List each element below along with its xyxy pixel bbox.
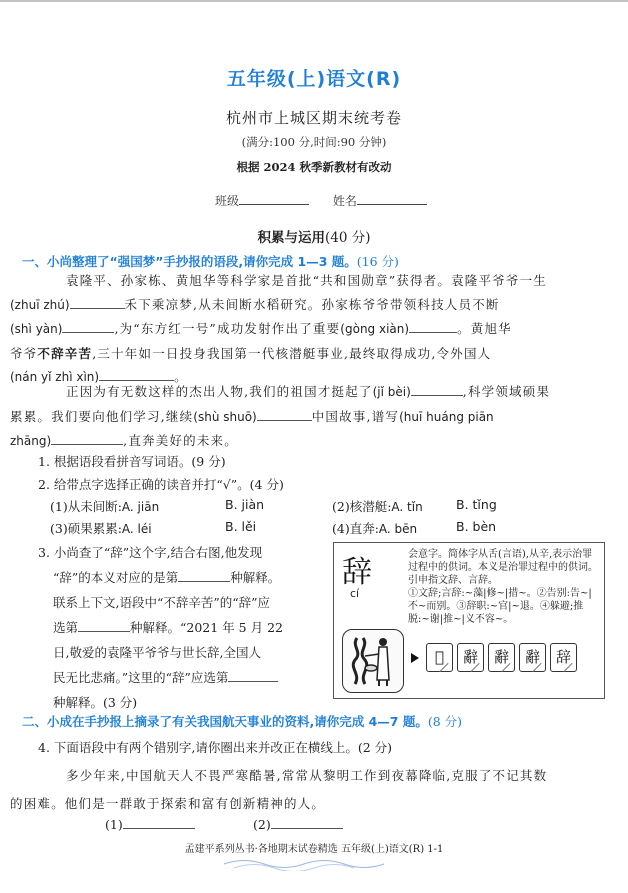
p1-end: 。 xyxy=(174,369,188,384)
q3-body xyxy=(38,565,330,715)
dictionary-origin: 会意字。简体字从舌(言语),从辛,表示治罪过程中的供词。本义是治罪过程中的供词。引申指文辞、言辞。 xyxy=(408,549,598,586)
part1-points: (16 分) xyxy=(356,254,399,269)
part2-points: (8 分) xyxy=(427,714,463,729)
script-evolution-2: 辭 xyxy=(457,643,484,672)
p2-dotted-word: 累累 xyxy=(10,408,38,424)
ancient-illustration-image xyxy=(342,629,404,693)
wave-watermark-icon xyxy=(214,857,414,871)
option-label: (4)直奔: xyxy=(332,521,379,536)
script-evolution-3: 辭 xyxy=(488,643,515,672)
pinyin-5: (jǐ bèi) xyxy=(372,385,411,399)
pinyin-4: (nán yǐ zhì xìn) xyxy=(10,370,100,384)
option-a[interactable]: A. tǐn xyxy=(391,500,423,514)
part1-heading-text: 一、小尚整理了“强国梦”手抄报的语段,请你完成 1—3 题。 xyxy=(22,254,357,269)
pinyin-7b: zhāng) xyxy=(10,434,52,448)
answer-blank-7[interactable] xyxy=(51,431,123,445)
answer-1-blank[interactable] xyxy=(123,815,195,829)
q3-line-4b: 种解释。“2021 年 5 月 22 xyxy=(130,620,283,635)
q3-line-1: 3. 小尚查了“辞”这个字,结合右图,他发现 xyxy=(38,545,263,560)
passage-paragraph-2 xyxy=(10,380,610,454)
q3-blank-1[interactable] xyxy=(178,568,230,582)
q2-option-2-b[interactable]: B. tǐng xyxy=(456,497,497,512)
p1-text-a: 袁隆平、孙家栋、黄旭华等科学家是首批“共和国勋章”获得者。袁隆平爷爷一生 xyxy=(66,273,547,288)
script-evolution-4: 辭 xyxy=(519,643,546,672)
exam-meta: (满分:100 分,时间:90 分钟) xyxy=(241,135,387,149)
answer-2-blank[interactable] xyxy=(271,815,343,829)
option-a[interactable]: A. jiān xyxy=(121,500,160,514)
part2-passage xyxy=(10,762,610,818)
passage-paragraph-1 xyxy=(10,269,610,390)
answer-2 xyxy=(253,815,343,832)
question-1: 1. 根据语段看拼音写词语。(9 分) xyxy=(38,454,226,469)
p2-text-a: 正因为有无数这样的杰出人物,我们的祖国才挺起了 xyxy=(66,384,373,399)
pinyin-1: (zhuī zhú) xyxy=(10,297,70,312)
part2-passage-b: 的困难。他们是一群敢于探索和富有创新精神的人。 xyxy=(10,796,326,811)
answer-blank-4[interactable] xyxy=(99,367,174,381)
exam-subtitle: 杭州市上城区期末统考卷 xyxy=(225,109,402,127)
part2-heading xyxy=(22,712,462,730)
option-a[interactable]: A. bēn xyxy=(378,522,418,536)
trial-scene-icon xyxy=(343,630,403,692)
answer-1-label: (1) xyxy=(105,817,123,832)
student-fields xyxy=(215,192,427,209)
dictionary-panel xyxy=(333,542,605,699)
question-3 xyxy=(38,540,330,715)
p1-text-e: 爷爷 xyxy=(10,345,38,361)
q2-option-3-b[interactable]: B. lěi xyxy=(225,519,257,534)
page-footer xyxy=(0,840,628,871)
pinyin-7a: (huī huáng piān xyxy=(399,409,494,424)
p1-text-c: ,为“东方红一号”成功发射作出了重要 xyxy=(114,321,341,336)
exam-note: 根据 2024 秋季新教材有改动 xyxy=(236,160,392,174)
q2-option-4-b[interactable]: B. bèn xyxy=(456,519,497,534)
option-label: (1)从未间断: xyxy=(50,499,122,514)
class-input[interactable] xyxy=(239,193,309,205)
question-2: 2. 给带点字选择正确的读音并打“√”。(4 分) xyxy=(38,477,284,492)
dictionary-character: 辞 xyxy=(342,555,372,590)
class-label: 班级 xyxy=(215,194,240,208)
answer-1 xyxy=(105,815,195,832)
answer-blank-6[interactable] xyxy=(257,407,312,421)
section-heading xyxy=(0,226,628,246)
q3-line-2b: 种解释。 xyxy=(230,570,281,585)
answer-2-label: (2) xyxy=(253,817,271,832)
p1-text-b: 禾下乘凉梦,从未间断水稻研究。孙家栋爷爷带领科技人员不断 xyxy=(124,296,500,312)
part2-passage-a: 多少年来,中国航天人不畏严寒酷暑,常常从黎明工作到夜幕降临,克服了不记其数 xyxy=(66,768,548,783)
q3-line-5: 日,敬爱的袁隆平爷爷与世长辞,全国人 xyxy=(53,645,261,660)
dictionary-pinyin: cí xyxy=(350,587,360,600)
footer-text: 孟建平系列丛书·各地期末试卷精选 五年级(上)语文(R) 1-1 xyxy=(184,844,444,855)
pinyin-6: (shù shuō) xyxy=(193,409,257,424)
page-title: 五年级(上)语文(R) xyxy=(226,68,402,90)
q3-line-4: 选第 xyxy=(53,620,79,635)
section-points: (40 分) xyxy=(324,230,371,246)
q2-option-1-b[interactable]: B. jiàn xyxy=(225,497,265,512)
p1-text-d: 。黄旭华 xyxy=(457,321,512,336)
pinyin-2: (shì yàn) xyxy=(10,322,63,336)
q2-option-3 xyxy=(50,519,152,537)
dictionary-meanings: ①文辞;言辞:~藻|修~|措~。②告别:告~|不~而别。③辞职:~官|~退。④躲避;推脱:~谢|推~|义不容~。 xyxy=(408,588,592,625)
answer-blank-1[interactable] xyxy=(70,295,125,309)
arrow-right-icon xyxy=(411,653,419,663)
p2-text-f: ,直奔美好的未来。 xyxy=(123,433,238,448)
section-title: 积累与运用 xyxy=(257,230,325,246)
name-input[interactable] xyxy=(357,193,427,205)
p1-text-f: ,三十年如一日投身我国第一代核潜艇事业,最终取得成功,令外国人 xyxy=(92,345,492,361)
pinyin-3: (gòng xiàn) xyxy=(340,322,410,336)
q2-option-2 xyxy=(332,497,423,515)
q2-option-1 xyxy=(50,497,159,515)
q3-line-7: 种解释。(3 分) xyxy=(53,695,138,710)
part1-heading xyxy=(22,252,399,270)
q3-line-3: 联系上下文,语段中“不辞辛苦”的“辞”应 xyxy=(53,595,271,610)
p1-bold-phrase: 不辞辛苦 xyxy=(37,345,93,361)
q3-blank-2[interactable] xyxy=(78,618,130,632)
dictionary-definition xyxy=(388,548,600,626)
answer-blank-2[interactable] xyxy=(62,319,114,333)
part2-heading-text: 二、小成在手抄报上摘录了有关我国航天事业的资料,请你完成 4—7 题。 xyxy=(22,714,428,729)
q3-blank-3[interactable] xyxy=(228,668,278,682)
option-label: (3)硕果累累: xyxy=(50,521,122,536)
p2-text-e: 中国故事,谱写 xyxy=(311,408,400,424)
q3-line-6: 民无比悲痛。”这里的“辞”应选第 xyxy=(53,670,229,685)
p2-text-d: 。我们要向他们学习,继续 xyxy=(37,408,194,424)
option-label: (2)核潜艇: xyxy=(332,499,392,514)
answer-blank-3[interactable] xyxy=(409,319,457,333)
q2-option-4 xyxy=(332,519,417,537)
name-label: 姓名 xyxy=(332,194,357,208)
top-border xyxy=(0,0,628,2)
p2-text-b: ,科学领域硕果 xyxy=(462,384,551,399)
q3-line-2: “辞”的本义对应的是第 xyxy=(53,570,179,585)
script-evolution-1: 𤕫 xyxy=(426,643,453,672)
question-4: 4. 下面语段中有两个错别字,请你圈出来并改正在横线上。(2 分) xyxy=(38,740,393,755)
script-evolution-5: 辞 xyxy=(550,643,577,672)
option-a[interactable]: A. léi xyxy=(121,522,152,536)
answer-blank-5[interactable] xyxy=(411,382,463,396)
